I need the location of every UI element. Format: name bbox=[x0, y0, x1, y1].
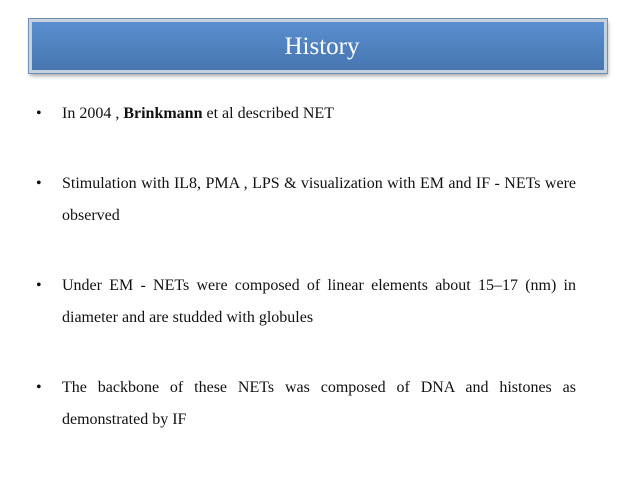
bullet-text: Under EM - NETs were composed of linear elements about 15–17 (nm) in diameter and are studded with globules bbox=[62, 277, 576, 326]
bullet-text: The backbone of these NETs was composed of DNA and histones as demonstrated by IF bbox=[62, 379, 576, 428]
bullet-text: Stimulation with IL8, PMA , LPS & visualization with EM and IF - NETs were observed bbox=[62, 175, 576, 224]
bullet-item-3 bbox=[36, 270, 576, 334]
slide-title: History bbox=[284, 32, 360, 60]
title-banner bbox=[29, 19, 607, 73]
bullet-text-author: Brinkmann bbox=[123, 105, 203, 122]
bullet-marker: • bbox=[36, 105, 42, 122]
bullet-marker: • bbox=[36, 175, 42, 192]
bullet-marker: • bbox=[36, 277, 42, 294]
bullet-item-2 bbox=[36, 168, 576, 232]
bullet-item-4 bbox=[36, 372, 576, 436]
bullet-item-1 bbox=[36, 98, 576, 130]
bullet-list bbox=[36, 98, 576, 436]
bullet-text-prefix: In 2004 , bbox=[62, 105, 124, 122]
bullet-marker: • bbox=[36, 379, 42, 396]
bullet-text-suffix: et al described NET bbox=[202, 105, 334, 122]
